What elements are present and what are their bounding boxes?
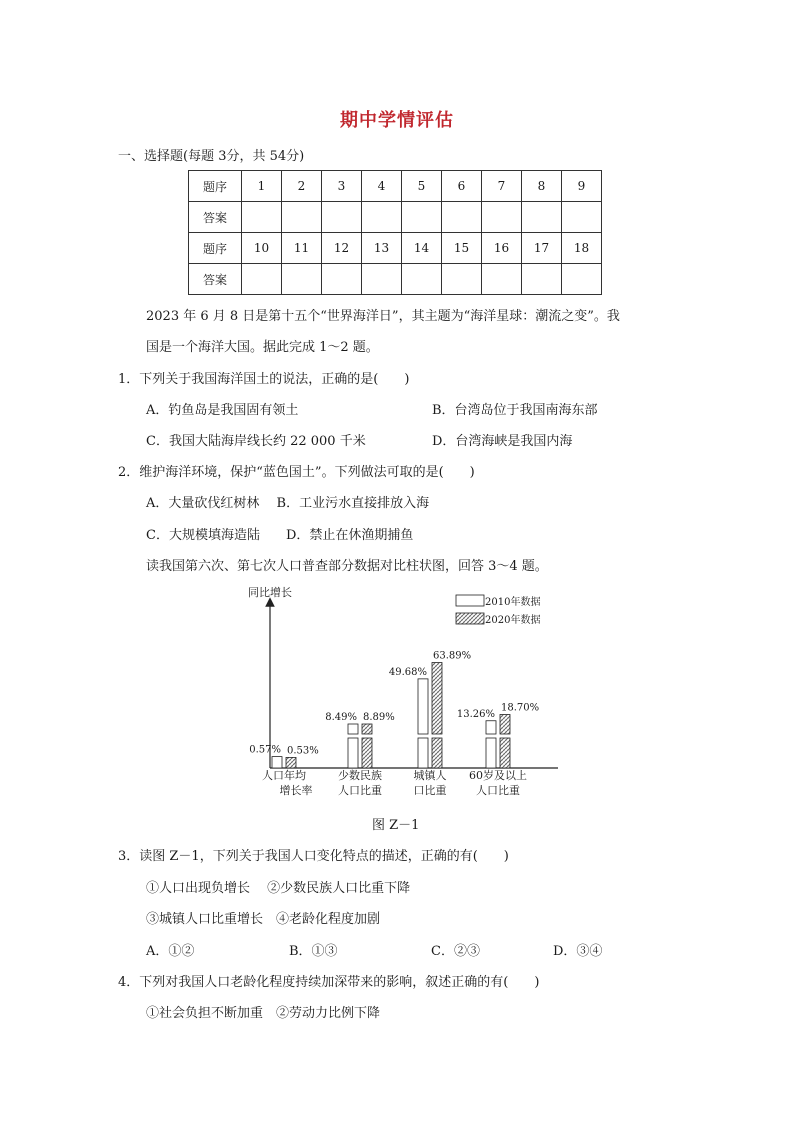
legend-label-2020: 2020年数据	[485, 615, 541, 626]
data-label-2010: 13.26%	[456, 708, 495, 720]
option-c: C．我国大陆海岸线长约 22 000 千米	[146, 434, 366, 449]
page-title: 期中学情评估	[340, 110, 454, 131]
options-ab: A．大量砍伐红树林 B．工业污水直接排放入海	[146, 496, 430, 511]
bar-2010-upper	[418, 679, 428, 734]
option-d: D．③④	[553, 944, 603, 959]
category-label: 城镇人	[413, 769, 447, 782]
table-cell: 1	[242, 171, 282, 202]
bar-2010-lower	[418, 738, 428, 768]
answer-cell[interactable]	[362, 264, 402, 295]
legend	[456, 595, 540, 626]
table-cell: 18	[562, 233, 602, 264]
table-cell: 2	[282, 171, 322, 202]
bar-2020-upper	[362, 724, 372, 734]
answer-cell[interactable]	[522, 264, 562, 295]
table-cell: 7	[482, 171, 522, 202]
table-cell: 11	[282, 233, 322, 264]
option-b: B．台湾岛位于我国南海东部	[432, 403, 598, 418]
answer-cell[interactable]	[322, 264, 362, 295]
bar-2020-upper	[500, 714, 510, 734]
row-header: 题序	[189, 171, 242, 202]
category-label: 少数民族	[338, 769, 382, 782]
bar-2010-lower	[348, 738, 358, 768]
data-label-2010: 8.49%	[325, 712, 357, 723]
answer-cell[interactable]	[562, 202, 602, 233]
passage-line: 读我国第六次、第七次人口普查部分数据对比柱状图，回答 3～4 题。	[146, 559, 548, 574]
data-label-2020: 18.70%	[501, 702, 540, 714]
table-cell: 5	[402, 171, 442, 202]
table-row	[189, 171, 602, 202]
answer-cell[interactable]	[362, 202, 402, 233]
data-label-2010: 49.68%	[388, 666, 427, 678]
table-cell: 16	[482, 233, 522, 264]
legend-swatch-2020	[456, 613, 484, 624]
category-label: 增长率	[279, 784, 313, 797]
bar-2020-lower	[432, 738, 442, 768]
legend-label-2010: 2010年数据	[485, 597, 541, 608]
bar-2010-upper	[348, 724, 358, 734]
statement-options: ①人口出现负增长 ②少数民族人口比重下降	[146, 881, 411, 896]
bar-2020-lower	[500, 738, 510, 768]
table-cell: 10	[242, 233, 282, 264]
data-label-2010: 0.57%	[249, 744, 281, 756]
bar-2020-lower	[362, 738, 372, 768]
passage-line: 2023 年 6 月 8 日是第十五个“世界海洋日”，其主题为“海洋星球：潮流之变”。我	[146, 309, 620, 324]
options-cd: C．大规模填海造陆 D．禁止在休渔期捕鱼	[146, 528, 414, 543]
statement-options: ③城镇人口比重增长 ④老龄化程度加剧	[146, 912, 381, 927]
passage-line: 国是一个海洋大国。据此完成 1～2 题。	[146, 340, 379, 355]
population-bar-chart	[240, 578, 560, 806]
category-label: 人口年均	[262, 769, 306, 782]
table-cell: 15	[442, 233, 482, 264]
bar-2020	[286, 757, 296, 768]
row-header: 答案	[189, 202, 242, 233]
table-cell: 9	[562, 171, 602, 202]
bar-2010-lower	[486, 738, 496, 768]
table-cell: 12	[322, 233, 362, 264]
question-stem: 4．下列对我国人口老龄化程度持续加深带来的影响，叙述正确的有( )	[118, 975, 540, 990]
option-c: C．②③	[431, 944, 480, 959]
option-b: B．①③	[289, 944, 338, 959]
answer-cell[interactable]	[482, 202, 522, 233]
data-label-2020: 63.89%	[433, 650, 472, 662]
answer-cell[interactable]	[402, 202, 442, 233]
table-cell: 13	[362, 233, 402, 264]
option-a: A．①②	[146, 944, 195, 959]
table-cell: 3	[322, 171, 362, 202]
figure-caption: 图 Z－1	[372, 818, 420, 833]
table-row	[189, 202, 602, 233]
data-label-2020: 0.53%	[287, 745, 319, 757]
question-stem: 2．维护海洋环境，保护“蓝色国土”。下列做法可取的是( )	[118, 465, 475, 480]
data-label-2020: 8.89%	[363, 712, 395, 723]
bar-2010-upper	[486, 721, 496, 734]
answer-cell[interactable]	[442, 202, 482, 233]
answer-cell[interactable]	[282, 264, 322, 295]
table-cell: 4	[362, 171, 402, 202]
answer-cell[interactable]	[242, 202, 282, 233]
table-cell: 17	[522, 233, 562, 264]
category-label: 口比重	[413, 784, 447, 797]
statement-options: ①社会负担不断加重 ②劳动力比例下降	[146, 1006, 381, 1021]
table-cell: 14	[402, 233, 442, 264]
category-label: 人口比重	[476, 784, 520, 797]
answer-cell[interactable]	[282, 202, 322, 233]
question-stem: 1．下列关于我国海洋国土的说法，正确的是( )	[118, 372, 410, 387]
question-stem: 3．读图 Z－1，下列关于我国人口变化特点的描述，正确的有( )	[118, 849, 509, 864]
legend-swatch-2010	[456, 595, 484, 606]
y-axis-label: 同比增长	[248, 586, 292, 599]
category-label: 人口比重	[338, 784, 382, 797]
table-cell: 8	[522, 171, 562, 202]
answer-table	[188, 170, 602, 295]
row-header: 答案	[189, 264, 242, 295]
answer-cell[interactable]	[242, 264, 282, 295]
answer-cell[interactable]	[322, 202, 362, 233]
table-row	[189, 233, 602, 264]
answer-cell[interactable]	[482, 264, 522, 295]
section-heading: 一、选择题(每题 3分，共 54分)	[118, 149, 305, 164]
table-row	[189, 264, 602, 295]
answer-cell[interactable]	[402, 264, 442, 295]
option-a: A．钓鱼岛是我国固有领土	[146, 403, 299, 418]
answer-cell[interactable]	[562, 264, 602, 295]
row-header: 题序	[189, 233, 242, 264]
answer-cell[interactable]	[522, 202, 562, 233]
bar-2020-upper	[432, 663, 442, 734]
answer-cell[interactable]	[442, 264, 482, 295]
table-cell: 6	[442, 171, 482, 202]
option-d: D．台湾海峡是我国内海	[432, 434, 573, 449]
category-label: 60岁及以上	[469, 769, 527, 782]
bar-2010	[272, 757, 282, 768]
